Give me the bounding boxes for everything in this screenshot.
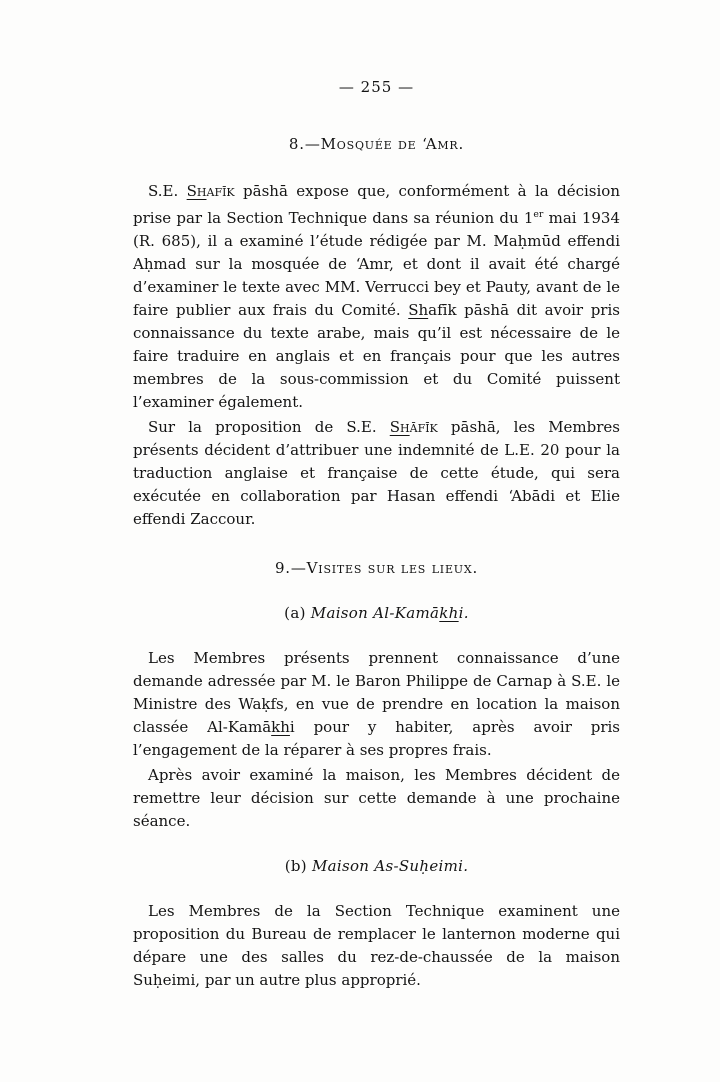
section-8-paragraph-1 [133,180,620,414]
text-segment: Sur la proposition de S.E. [148,418,390,436]
text-segment: afīk pāshā dit avoir pris connaissance du texte arabe, mais qu’il est nécessaire de le faire traduire en anglais et en français pour que les autres membres de la sous-commission et du Comité puissent l’examiner également. [133,301,620,411]
text-segment: kh [271,718,290,736]
text-segment: mai 1934 (R. 685), il a examiné l’étude rédigée par M. Maḥmūd effendi Aḥmad sur la mosquée de ‘Amr, et dont il avait été chargé d’examiner le texte avec MM. Verrucci bey et Pauty, avant de le faire publier aux frais du Comité. [133,209,620,319]
text-segment: i pour y habiter, après avoir pris l’engagement de la réparer à ses propres frais. [133,718,620,759]
section-9-heading: 9.—Visites sur les lieux. [274,559,479,577]
subsection-a-paragraph-2: Après avoir examiné la maison, les Membres décident de remettre leur décision sur cette demande à une prochaine séance. [133,766,620,830]
text-segment: Maison Al-Kamā [310,604,440,622]
text-segment: Sh [389,418,410,436]
section-8-paragraph-2 [133,416,620,531]
text-segment: er [533,209,544,220]
text-segment: kh [439,604,459,622]
text-segment: (b) [284,857,312,875]
text-segment: (a) [284,604,311,622]
page-number: — 255 — [338,78,415,96]
text-segment: Les Membres présents prennent connaissance d’une demande adressée par M. le Baron Philippe de Carnap à S.E. le Ministre des Waḳfs, en vue de prendre en location la maison classée Al-Kamā [133,649,620,736]
subsection-a-paragraph-1 [133,647,620,762]
subsection-b-heading [133,855,620,878]
section-8-heading: 8.—Mosquée de ‘Amr. [288,135,465,153]
text-segment: Maison As-Suḥeimi. [311,857,469,875]
text-segment: pāshā expose que, conformément à la décision prise par la Section Technique dans sa réunion du 1 [133,182,620,227]
subsection-a-heading [133,602,620,625]
text-segment: i. [458,604,469,622]
text-segment: Sh [186,182,207,200]
text-segment: S.E. [148,182,187,200]
text-segment: āfīk [409,418,438,436]
text-segment: afīk [206,182,235,200]
text-segment: pāshā, les Membres présents décident d’attribuer une indemnité de L.E. 20 pour la traduction anglaise et française de cette étude, qui sera exécutée en collaboration par Hasan effendi ‘Abādi et Elie effendi Zaccour. [133,418,620,528]
subsection-b-paragraph-1: Les Membres de la Section Technique examinent une proposition du Bureau de remplacer le lanternon moderne qui dépare une des salles du rez-de-chaussée de la maison Suḥeimi, par un autre plus approprié. [133,902,620,989]
text-segment: Sh [408,301,429,319]
